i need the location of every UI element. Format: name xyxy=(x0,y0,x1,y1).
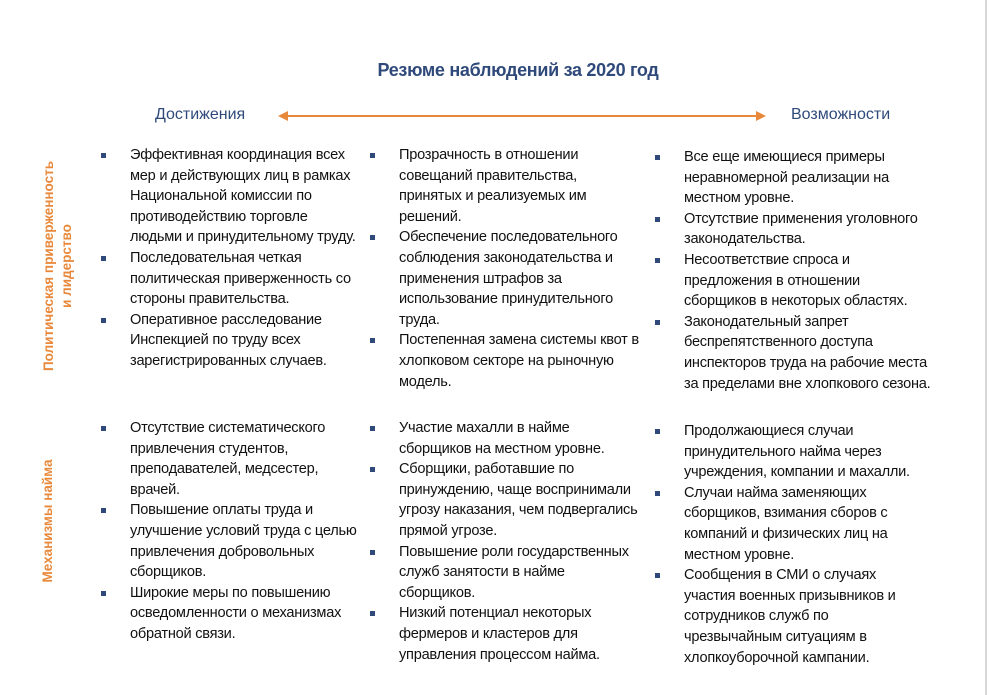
list-item-text: Постепенная замена системы квот в хлопковом секторе на рыночную модель. xyxy=(399,332,639,390)
list-item-text: Оперативное расследование Инспекцией по труду всех зарегистрированных случаев. xyxy=(130,311,327,369)
middle-list-row1 xyxy=(370,145,642,392)
bullet-icon xyxy=(101,256,106,261)
list-item-text: Широкие меры по повышению осведомленности о механизмах обратной связи. xyxy=(130,584,342,642)
double-arrow-icon xyxy=(278,108,766,124)
list-item xyxy=(655,312,935,394)
row-label-political-commitment xyxy=(40,141,76,391)
list-item xyxy=(370,542,642,604)
list-item xyxy=(101,248,357,310)
list-item-text: Эффективная координация всех мер и действующих лиц в рамках Национальной комиссии по противодействию торговле людьми и принудительному труду. xyxy=(130,147,356,246)
bullet-icon xyxy=(370,153,375,158)
bullet-icon xyxy=(370,611,375,616)
bullet-icon xyxy=(370,426,375,431)
list-item-text: Низкий потенциал некоторых фермеров и кластеров для управления процессом найма. xyxy=(399,605,600,663)
scrollbar[interactable] xyxy=(985,0,987,695)
list-item xyxy=(101,583,357,645)
list-item xyxy=(370,145,642,227)
bullet-icon xyxy=(655,258,660,263)
list-item-text: Все еще имеющиеся примеры неравномерной реализации на местном уровне. xyxy=(684,149,889,207)
list-item xyxy=(101,145,357,248)
opportunities-list-row2 xyxy=(655,421,920,668)
opportunities-list-row1 xyxy=(655,147,935,394)
list-item xyxy=(370,459,642,541)
bullet-icon xyxy=(655,217,660,222)
bullet-icon xyxy=(370,235,375,240)
list-item-text: Последовательная четкая политическая приверженность со стороны правительства. xyxy=(130,249,351,308)
list-item xyxy=(655,147,935,209)
list-item xyxy=(655,565,920,668)
list-item-text: Участие махалли в найме сборщиков на местном уровне. xyxy=(399,420,605,457)
axis-label-opportunities: Возможности xyxy=(791,106,891,123)
bullet-icon xyxy=(655,491,660,496)
row-label-line: Политическая приверженность xyxy=(41,160,56,372)
list-item xyxy=(655,483,920,565)
bullet-icon xyxy=(101,426,106,431)
row-label-line: Механизмы найма xyxy=(40,459,55,583)
list-item xyxy=(370,603,642,665)
list-item-text: Несоответствие спроса и предложения в отношении сборщиков в некоторых областях. xyxy=(684,251,908,310)
list-item xyxy=(655,209,935,250)
list-item-text: Отсутствие систематического привлечения студентов, преподавателей, медсестер, врачей. xyxy=(130,420,326,498)
list-item xyxy=(655,421,920,483)
page-title: Резюме наблюдений за 2020 год xyxy=(377,60,659,80)
bullet-icon xyxy=(655,155,660,160)
row-label-recruitment xyxy=(39,441,57,601)
bullet-icon xyxy=(655,429,660,434)
list-item-text: Продолжающиеся случаи принудительного найма через учреждения, компании и махалли. xyxy=(684,423,910,481)
bullet-icon xyxy=(101,591,106,596)
list-item-text: Прозрачность в отношении совещаний правительства, принятых и реализуемых им решений. xyxy=(399,147,587,225)
list-item-text: Сборщики, работавшие по принуждению, чаще воспринимали угрозу наказания, чем подвергались прямой угрозе. xyxy=(399,461,638,539)
achievements-list-row2 xyxy=(101,418,357,645)
bullet-icon xyxy=(370,550,375,555)
list-item-text: Сообщения в СМИ о случаях участия военных призывников и сотрудников служб по чрезвычайным ситуациям в хлопкоуборочной кампании. xyxy=(684,567,896,666)
list-item-text: Законодательный запрет беспрепятственного доступа инспекторов труда на рабочие места за пределами вне хлопкового сезона. xyxy=(684,313,931,392)
bullet-icon xyxy=(101,508,106,513)
bullet-icon xyxy=(655,573,660,578)
list-item-text: Обеспечение последовательного соблюдения законодательства и применения штрафов за использование принудительного труда. xyxy=(399,229,618,328)
middle-list-row2 xyxy=(370,418,642,665)
bullet-icon xyxy=(370,338,375,343)
list-item-text: Повышение роли государственных служб занятости в найме сборщиков. xyxy=(399,543,629,601)
achievements-list-row1 xyxy=(101,145,357,372)
bullet-icon xyxy=(101,318,106,323)
bullet-icon xyxy=(370,467,375,472)
list-item xyxy=(370,227,642,330)
row-label-line: и лидерство xyxy=(59,224,74,308)
list-item-text: Случаи найма заменяющих сборщиков, взимания сборов с компаний и физических лиц на местном уровне. xyxy=(684,484,888,563)
list-item xyxy=(101,500,357,582)
list-item xyxy=(655,250,935,312)
bullet-icon xyxy=(101,153,106,158)
list-item-text: Повышение оплаты труда и улучшение условий труда с целью привлечения добровольных сборщиков. xyxy=(130,502,357,581)
list-item xyxy=(101,418,357,500)
list-item xyxy=(370,330,642,392)
list-item-text: Отсутствие применения уголовного законодательства. xyxy=(684,210,918,248)
bullet-icon xyxy=(655,320,660,325)
list-item xyxy=(370,418,642,459)
list-item xyxy=(101,310,357,372)
axis-label-achievements: Достижения xyxy=(155,106,246,123)
